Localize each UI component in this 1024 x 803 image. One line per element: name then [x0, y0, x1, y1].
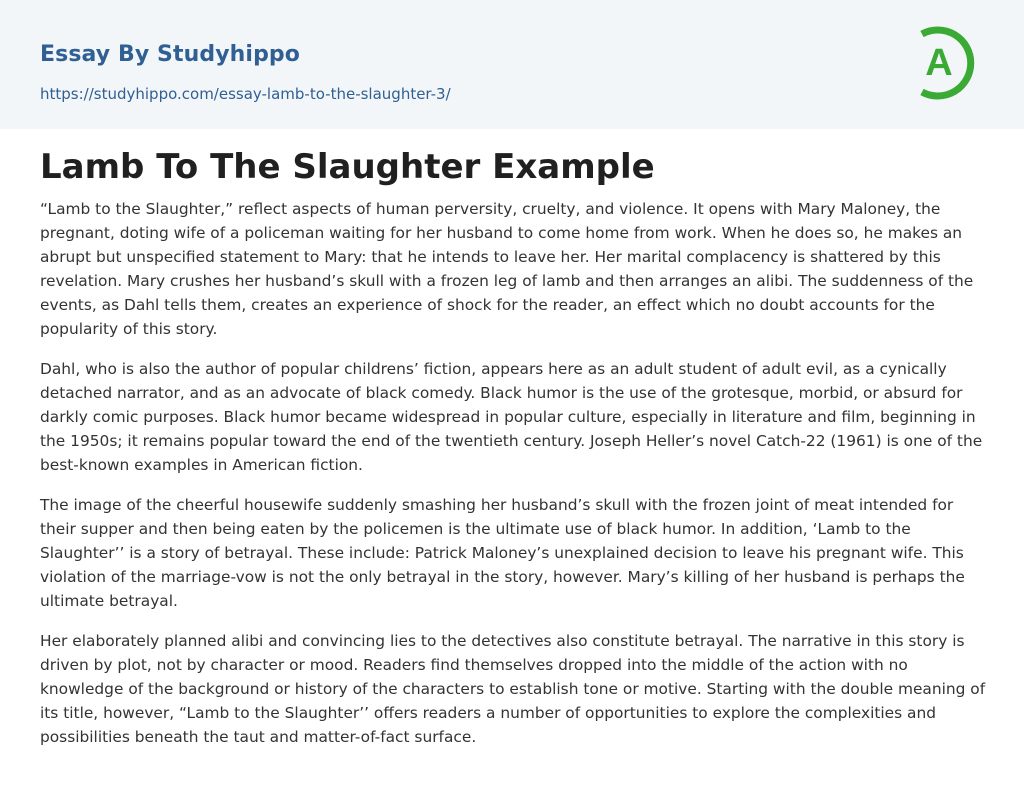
site-brand[interactable]: Essay By Studyhippo [40, 42, 300, 67]
page-url-link[interactable]: https://studyhippo.com/essay-lamb-to-the-slaughter-3/ [40, 85, 451, 103]
article-paragraph: Her elaborately planned alibi and convincing lies to the detectives also constitute betrayal. The narrative in this story is driven by plot, not by character or mood. Readers find themselves dropped into the middle of the action with no knowledge of the background or history of the characters to establish tone or motive. Starting with the double meaning of its title, however, “Lamb to the Slaughter’’ offers readers a number of opportunities to explore the complexities and possibilities beneath the taut and matter-of-fact surface. [40, 632, 986, 746]
logo-letter: A [925, 42, 953, 84]
article [40, 145, 990, 765]
site-header [0, 0, 1024, 129]
article-paragraph: The image of the cheerful housewife suddenly smashing her husband’s skull with the frozen joint of meat intended for their supper and then being eaten by the policemen is the ultimate use of black humor. In addition, ‘Lamb to the Slaughter’’ is a story of betrayal. These include: Patrick Maloney’s unexplained decision to leave his pregnant wife. This violation of the marriage-vow is not the only betrayal in the story, however. Mary’s killing of her husband is perhaps the ultimate betrayal. [40, 496, 965, 610]
article-paragraph: “Lamb to the Slaughter,” reflect aspects of human perversity, cruelty, and violence. It opens with Mary Maloney, the pregnant, doting wife of a policeman waiting for her husband to come home from work. When he does so, he makes an abrupt but unspecified statement to Mary: that he intends to leave her. Her marital complacency is shattered by this revelation. Mary crushes her husband’s skull with a frozen leg of lamb and then arranges an alibi. The suddenness of the events, as Dahl tells them, creates an experience of shock for the reader, an effect which no doubt accounts for the popularity of this story. [40, 200, 974, 338]
logo-icon[interactable] [912, 20, 986, 106]
article-title: Lamb To The Slaughter Example [40, 147, 655, 187]
article-paragraph: Dahl, who is also the author of popular childrens’ fiction, appears here as an adult student of adult evil, as a cynically detached narrator, and as an advocate of black comedy. Black humor is the use of the grotesque, morbid, or absurd for darkly comic purposes. Black humor became widespread in popular culture, especially in literature and film, beginning in the 1950s; it remains popular toward the end of the twentieth century. Joseph Heller’s novel Catch-22 (1961) is one of the best-known examples in American fiction. [40, 360, 983, 474]
